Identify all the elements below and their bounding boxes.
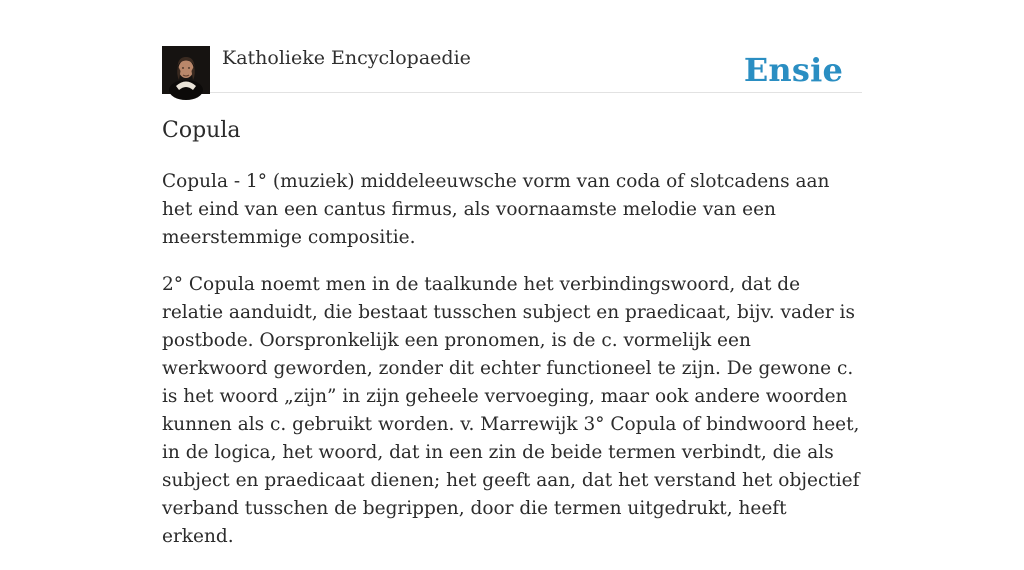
article-body (162, 168, 862, 570)
portrait-graphic (162, 46, 210, 94)
ensie-logo-link[interactable]: Ensie (743, 51, 843, 89)
header (162, 46, 862, 93)
article-paragraph: 2° Copula noemt men in de taalkunde het verbindingswoord, dat de relatie aanduidt, die bestaat tusschen subject en praedicaat, bijv. vader is postbode. Oorspronkelijk een pronomen, is de c. vormelijk een werkwoord geworden, zonder dit echter functioneel te zijn. De gewone c. is het woord „zijn” in zijn geheele vervoeging, maar ook andere woorden kunnen als c. gebruikt worden. v. Marrewijk 3° Copula of bindwoord heet, in de logica, het woord, dat in een zin de beide termen verbindt, die als subject en praedicaat dienen; het geeft aan, dat het verstand het objectief verband tusschen de begrippen, door die termen uitgedrukt, heeft erkend. (162, 274, 860, 547)
article-paragraph: Copula - 1° (muziek) middeleeuwsche vorm van coda of slotcadens aan het eind van een cantus firmus, als voornaamste melodie van een meerstemmige compositie. (162, 171, 830, 248)
portrait-avatar-icon[interactable] (162, 46, 210, 94)
page-title: Copula (162, 118, 241, 143)
source-name[interactable]: Katholieke Encyclopaedie (222, 47, 471, 69)
